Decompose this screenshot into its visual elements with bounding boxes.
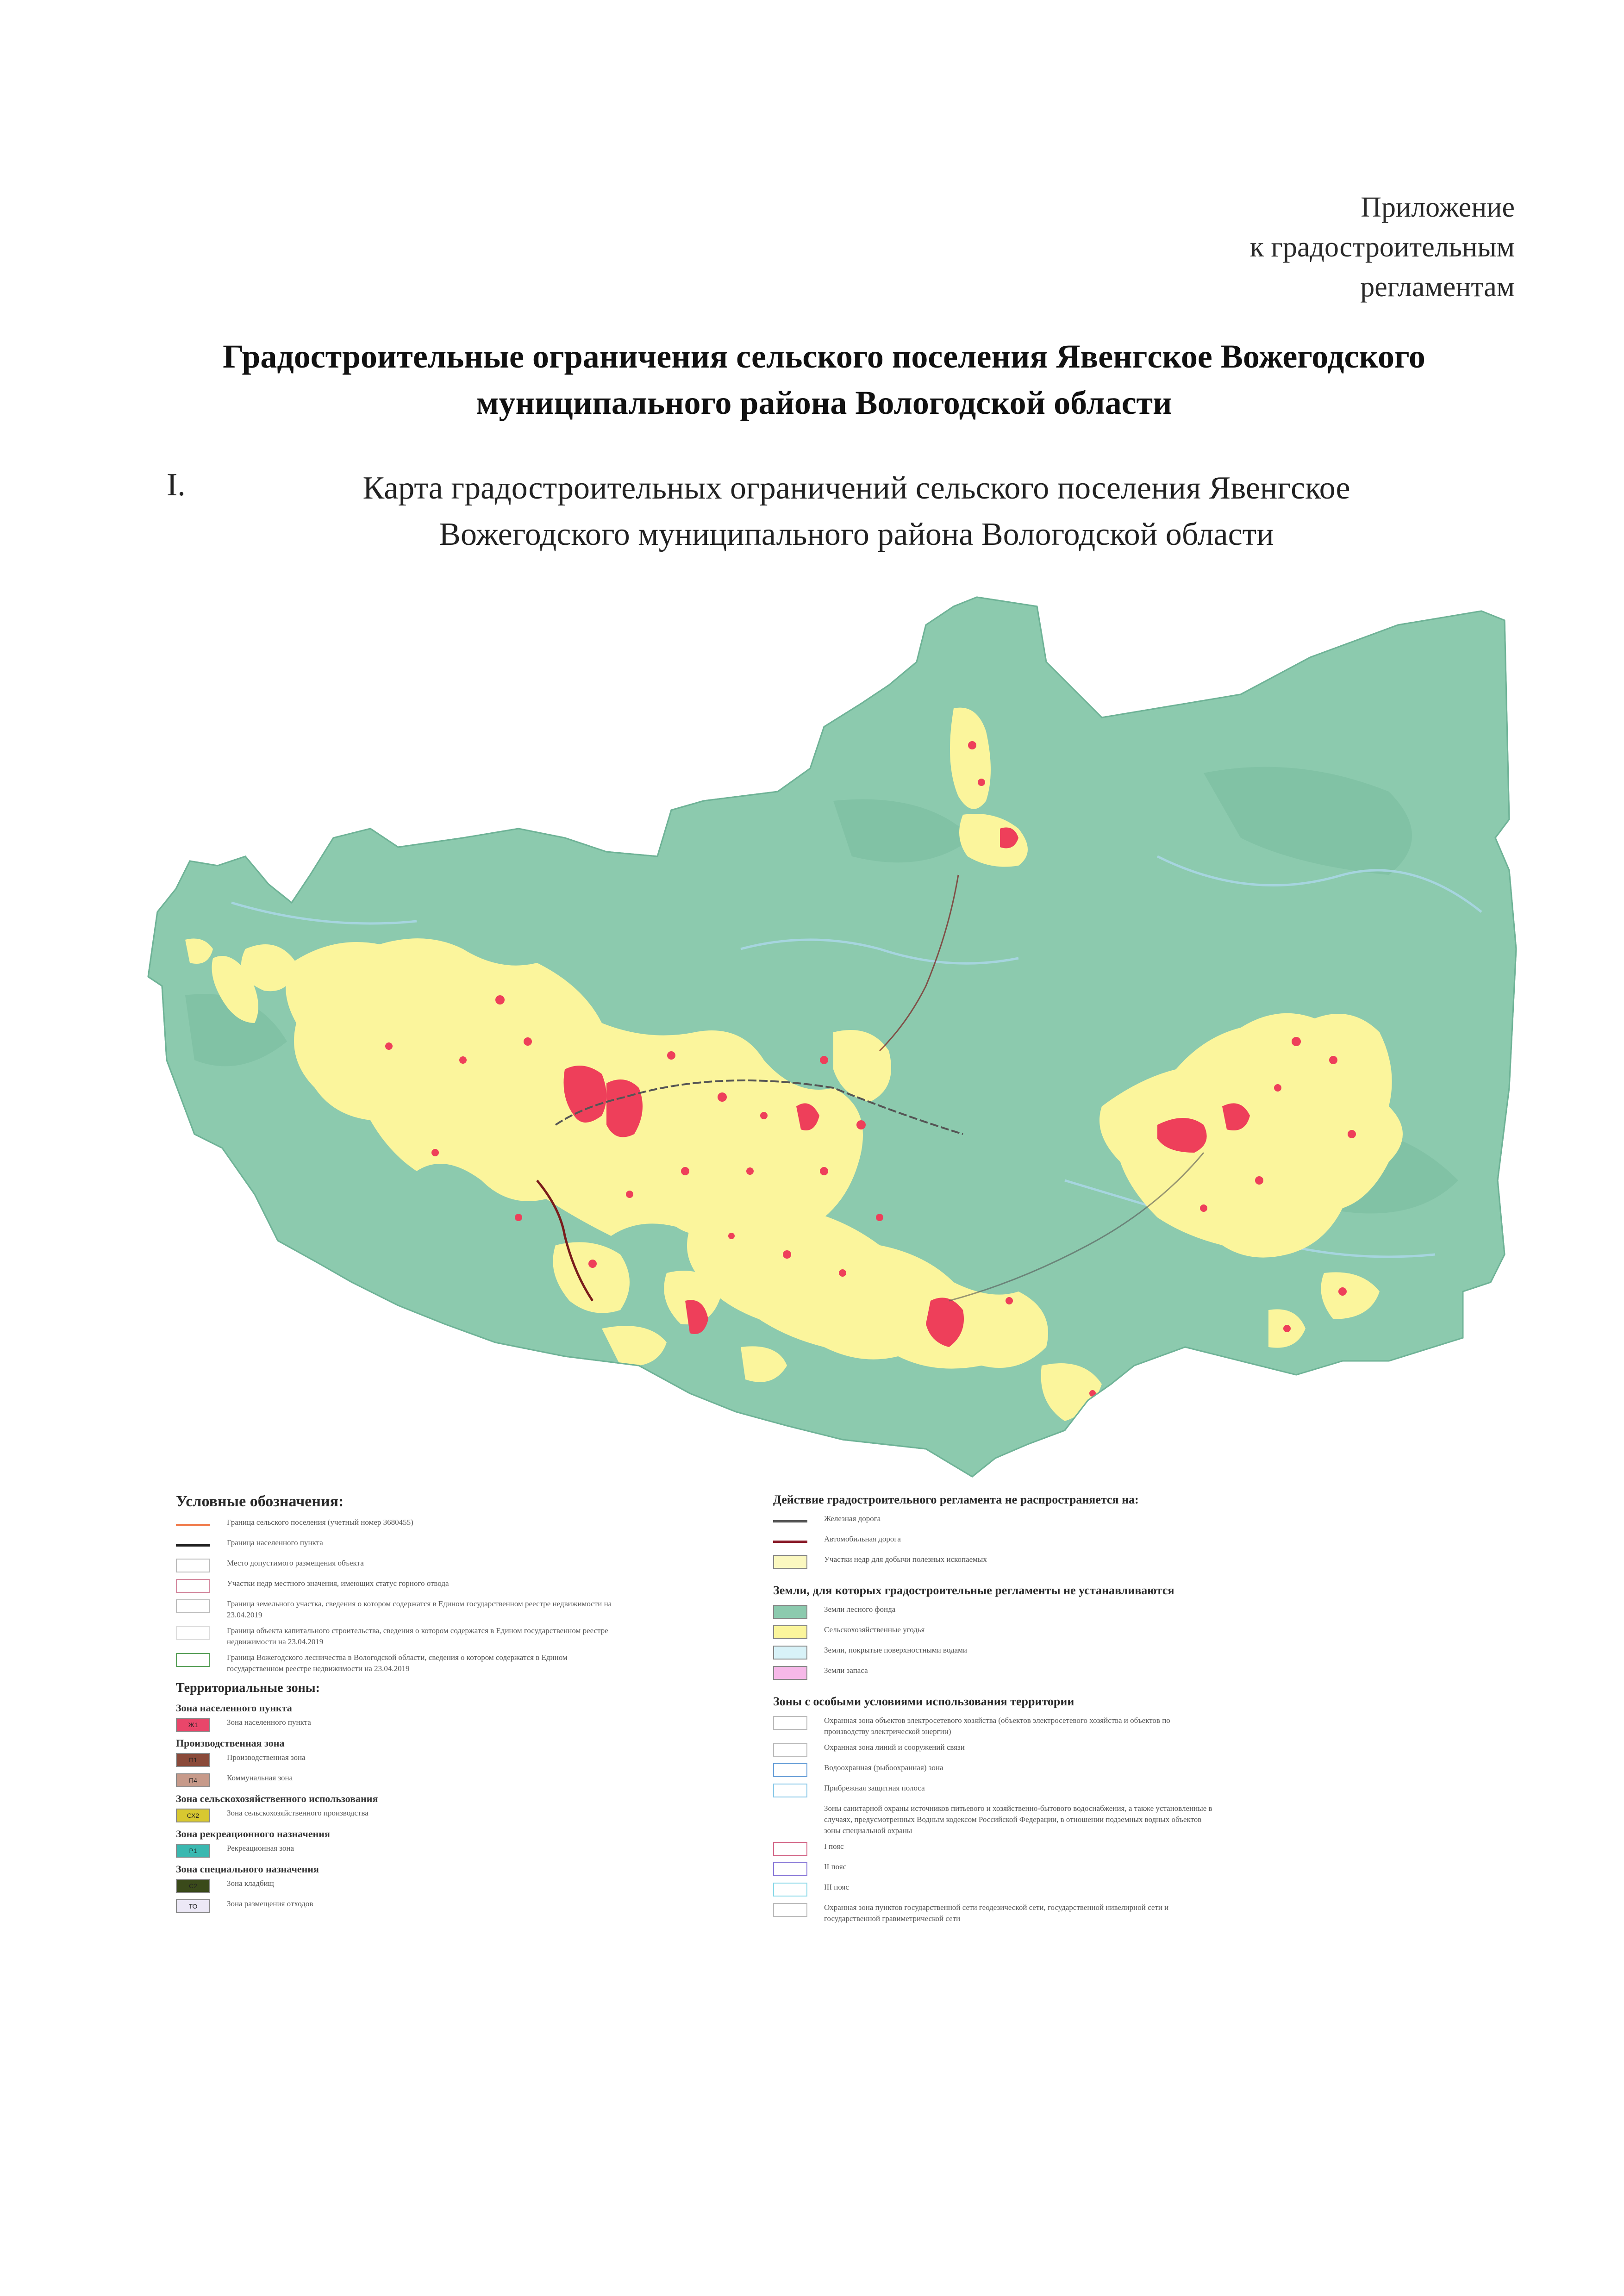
special-zones-heading: Зоны с особыми условиями использования территории — [773, 1695, 1074, 1708]
legend-label: Участки недр местного значения, имеющих статус горного отвода — [227, 1579, 449, 1588]
legend-swatch — [176, 1844, 210, 1858]
special-zones-items — [773, 1715, 1375, 1924]
section-number: I. — [167, 467, 186, 503]
zone-code: С2 — [189, 1882, 197, 1890]
zone-code: П1 — [189, 1756, 197, 1764]
zone-group-title: Производственная зона — [176, 1737, 285, 1749]
legend-label: Зоны санитарной охраны источников питьевого и хозяйственно-бытового водоснабжения, а также установленные в случаях, предусмотренных Водным кодексом Российской Федерации, в отношении подземных водных объектов зоны специальной охраны — [824, 1804, 1212, 1835]
legend-swatch — [773, 1842, 807, 1856]
legend-swatch — [176, 1718, 210, 1732]
zone-code: П4 — [189, 1777, 197, 1784]
legend-swatch — [176, 1879, 210, 1893]
section-title-line-1: Карта градостроительных ограничений сельского поселения Явенгское — [362, 470, 1350, 506]
legend-item — [773, 1554, 1375, 1570]
legend-item — [773, 1604, 1375, 1620]
restrictions-map — [139, 579, 1518, 1481]
legend-label: Граница объекта капитального строительства, сведения о котором содержатся в Едином государственном реестре недвижимости на 23.04.2019 — [227, 1626, 608, 1646]
legend-item — [773, 1783, 1375, 1798]
legend-item — [176, 1625, 731, 1647]
legend-swatch — [773, 1514, 807, 1528]
legend-label: Зона размещения отходов — [227, 1899, 313, 1908]
legend-item — [773, 1861, 1375, 1877]
legend-item — [773, 1665, 1375, 1681]
legend-label: Производственная зона — [227, 1753, 306, 1762]
legend-label: Участки недр для добычи полезных ископаемых — [824, 1555, 987, 1564]
zone-group-title: Зона рекреационного назначения — [176, 1828, 330, 1840]
zone-code: Р1 — [189, 1847, 197, 1854]
legend-item — [176, 1808, 731, 1823]
legend-swatch — [773, 1555, 807, 1569]
legend-swatch — [773, 1646, 807, 1660]
legend-swatch — [773, 1625, 807, 1639]
legend-label: Зона сельскохозяйственного производства — [227, 1809, 369, 1817]
legend-swatch — [176, 1653, 210, 1667]
zone-group-title: Зона населенного пункта — [176, 1702, 292, 1714]
legend-swatch — [773, 1804, 807, 1818]
section-title — [259, 465, 1454, 558]
legend-label: Охранная зона линий и сооружений связи — [824, 1743, 965, 1752]
legend-label: Водоохранная (рыбоохранная) зона — [824, 1763, 943, 1772]
legend-item — [773, 1624, 1375, 1640]
legend-label: Охранная зона пунктов государственной сети геодезической сети, государственной нивелирной сети и государственной гравиметрической сети — [824, 1903, 1169, 1923]
zone-groups — [176, 1702, 731, 1914]
legend-item — [176, 1878, 731, 1894]
legend-item — [773, 1902, 1375, 1924]
legend-item — [773, 1841, 1375, 1857]
legend-swatch — [773, 1535, 807, 1548]
legend-label: Прибрежная защитная полоса — [824, 1784, 925, 1792]
legend-swatch — [773, 1605, 807, 1619]
legend-item — [773, 1534, 1375, 1549]
legend-item — [176, 1843, 731, 1859]
legend-left — [176, 1493, 731, 1919]
legend-swatch — [176, 1809, 210, 1822]
zone-group-title: Зона специального назначения — [176, 1863, 319, 1875]
legend-swatch — [176, 1626, 210, 1640]
legend-label: I пояс — [824, 1842, 844, 1851]
legend-heading: Условные обозначения: — [176, 1493, 344, 1510]
legend-swatch — [773, 1763, 807, 1777]
legend-item — [773, 1803, 1375, 1836]
legend-swatch — [176, 1538, 210, 1552]
legend-label: Земли лесного фонда — [824, 1605, 896, 1614]
legend-item — [176, 1578, 731, 1594]
legend-label: Место допустимого размещения объекта — [227, 1559, 364, 1567]
legend-swatch — [773, 1903, 807, 1917]
section-title-line-2: Вожегодского муниципального района Вологодской области — [439, 517, 1274, 552]
title-line-1: Градостроительные ограничения сельского поселения Явенгское Вожегодского — [223, 338, 1425, 375]
legend-swatch — [773, 1743, 807, 1757]
appendix-line-2: к градостроительным — [1249, 231, 1515, 263]
appendix-line-1: Приложение — [1361, 192, 1515, 223]
document-title — [139, 333, 1509, 426]
zone-code: СХ2 — [187, 1812, 200, 1819]
legend-label: Автомобильная дорога — [824, 1535, 901, 1543]
legend-label: Железная дорога — [824, 1514, 881, 1523]
legend-swatch — [773, 1666, 807, 1680]
legend-label: Сельскохозяйственные угодья — [824, 1625, 925, 1634]
legend-right-items — [773, 1513, 1375, 1570]
zones-heading: Территориальные зоны: — [176, 1681, 320, 1695]
legend-label: II пояс — [824, 1862, 847, 1871]
legend-swatch — [176, 1599, 210, 1613]
legend-label: Граница населенного пункта — [227, 1538, 323, 1547]
legend-swatch — [773, 1862, 807, 1876]
legend-right-heading: Действие градостроительного регламента не распространяется на: — [773, 1493, 1139, 1506]
legend-label: Коммунальная зона — [227, 1773, 293, 1782]
legend-swatch — [176, 1899, 210, 1913]
legend-swatch — [773, 1716, 807, 1730]
legend-label: Земли запаса — [824, 1666, 868, 1675]
legend-label: Рекреационная зона — [227, 1844, 294, 1853]
legend-item — [176, 1598, 731, 1621]
legend-label: Граница Вожегодского лесничества в Вологодской области, сведения о котором содержатся в Едином государственном реестре недвижимости на 23.04.2019 — [227, 1653, 568, 1673]
zone-code: Ж1 — [188, 1721, 198, 1728]
legend-swatch — [176, 1773, 210, 1787]
legend-item — [176, 1898, 731, 1914]
legend-item — [773, 1513, 1375, 1529]
legend-label: Охранная зона объектов электросетевого хозяйства (объектов электросетевого хозяйства и объектов по производству электрической энергии) — [824, 1716, 1170, 1736]
legend-item — [773, 1645, 1375, 1660]
appendix-note — [1098, 187, 1515, 307]
legend-item — [176, 1652, 731, 1674]
legend-label: Зона населенного пункта — [227, 1718, 311, 1727]
legend-item — [773, 1715, 1375, 1737]
legend-item — [176, 1717, 731, 1733]
lands-heading: Земли, для которых градостроительные регламенты не устанавливаются — [773, 1584, 1174, 1597]
legend-item — [176, 1517, 731, 1533]
legend-label: Зона кладбищ — [227, 1879, 274, 1888]
lands-items — [773, 1604, 1375, 1681]
legend-label: III пояс — [824, 1883, 849, 1891]
legend-swatch — [773, 1883, 807, 1897]
zone-code: ТО — [188, 1903, 198, 1910]
zone-group-title: Зона сельскохозяйственного использования — [176, 1793, 378, 1804]
legend-right — [773, 1493, 1375, 1929]
legend-item — [176, 1558, 731, 1573]
legend-item — [176, 1752, 731, 1768]
legend-item — [176, 1537, 731, 1553]
legend-swatch — [176, 1579, 210, 1593]
legend-item — [773, 1882, 1375, 1897]
legend-item — [176, 1772, 731, 1788]
legend-item — [773, 1762, 1375, 1778]
legend-swatch — [176, 1753, 210, 1767]
legend-swatch — [176, 1518, 210, 1532]
legend-label: Граница земельного участка, сведения о котором содержатся в Едином государственном реестре недвижимости на 23.04.2019 — [227, 1599, 612, 1619]
legend-swatch — [176, 1559, 210, 1572]
legend-label: Земли, покрытые поверхностными водами — [824, 1646, 967, 1654]
appendix-line-3: регламентам — [1360, 271, 1515, 303]
title-line-2: муниципального района Вологодской области — [476, 384, 1172, 421]
legend-item — [773, 1742, 1375, 1758]
legend-items — [176, 1517, 731, 1674]
legend-label: Граница сельского поселения (учетный номер 3680455) — [227, 1518, 413, 1527]
legend-swatch — [773, 1784, 807, 1797]
